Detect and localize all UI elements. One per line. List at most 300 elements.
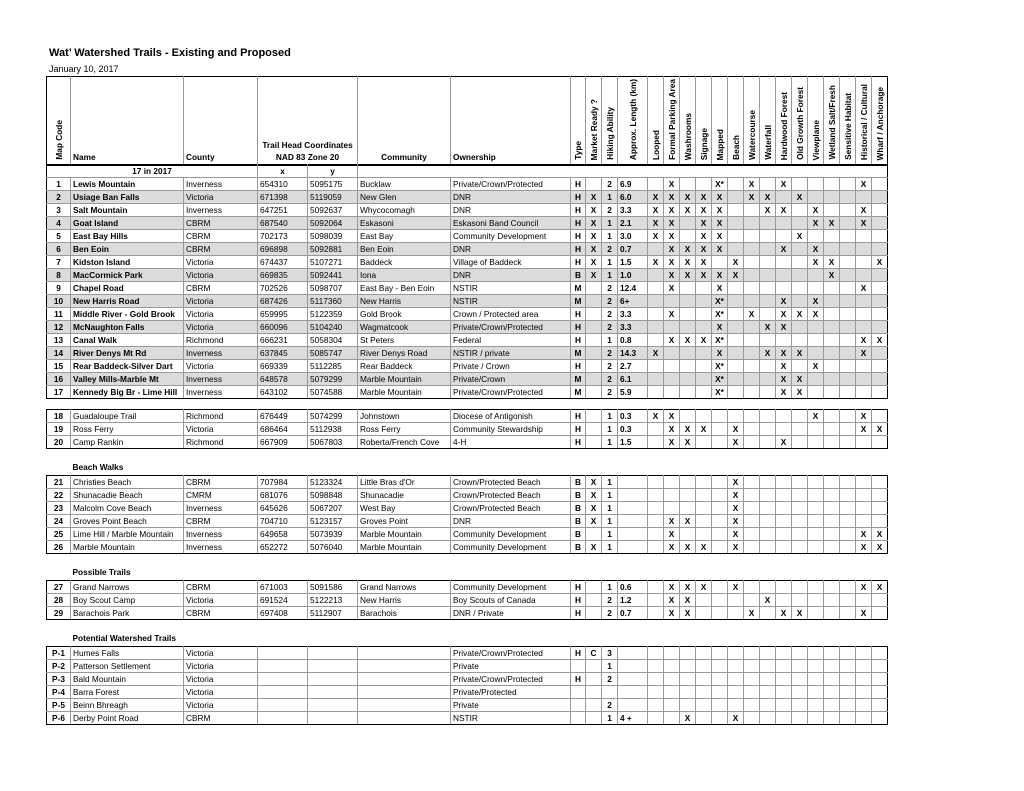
flag-cell (824, 347, 840, 360)
flag-cell (840, 673, 856, 686)
market-ready: X (586, 515, 602, 528)
coord-x: 704710 (258, 515, 308, 528)
flag-cell (824, 243, 840, 256)
flag-cell: X (648, 230, 664, 243)
map-code: 13 (47, 334, 71, 347)
flag-cell (856, 594, 872, 607)
ownership: Crown/Protected Beach (451, 502, 571, 515)
length (618, 699, 648, 712)
header-flag: Watercourse (744, 77, 760, 166)
spacer-row (47, 554, 888, 565)
spacer-row (47, 399, 888, 410)
community: Eskasoni (358, 217, 451, 230)
flag-cell (808, 515, 824, 528)
flag-cell (680, 660, 696, 673)
flag-cell: X (760, 204, 776, 217)
ownership: Crown/Protected Beach (451, 489, 571, 502)
length: 6+ (618, 295, 648, 308)
type: H (571, 647, 586, 660)
flag-cell (856, 295, 872, 308)
community: Marble Mountain (358, 386, 451, 399)
flag-cell (648, 660, 664, 673)
flag-cell (824, 660, 840, 673)
community: Baddeck (358, 256, 451, 269)
flag-cell (648, 178, 664, 191)
flag-cell (808, 607, 824, 620)
flag-cell (840, 528, 856, 541)
table-row (47, 256, 888, 269)
community: Gold Brook (358, 308, 451, 321)
flag-cell: X (776, 295, 792, 308)
header-flag: Mapped (712, 77, 728, 166)
map-code: P-2 (47, 660, 71, 673)
flag-cell (824, 321, 840, 334)
table-row (47, 699, 888, 712)
flag-cell: X (728, 269, 744, 282)
trail-name: Kennedy Big Br - Lime Hill (71, 386, 184, 399)
flag-cell: X (696, 541, 712, 554)
flag-cell (840, 647, 856, 660)
community: St Peters (358, 334, 451, 347)
flag-cell (776, 686, 792, 699)
flag-cell (792, 204, 808, 217)
county: Inverness (184, 528, 258, 541)
county: Victoria (184, 660, 258, 673)
flag-cell (728, 607, 744, 620)
flag-cell (776, 502, 792, 515)
flag-cell: X (808, 217, 824, 230)
section-title-row (47, 630, 888, 647)
flag-cell (664, 502, 680, 515)
community (358, 686, 451, 699)
flag-cell (760, 476, 776, 489)
length: 2.1 (618, 217, 648, 230)
type: H (571, 230, 586, 243)
flag-cell (872, 594, 888, 607)
flag-cell (696, 282, 712, 295)
flag-cell (840, 686, 856, 699)
flag-cell (824, 178, 840, 191)
flag-cell (824, 423, 840, 436)
flag-cell (792, 269, 808, 282)
flag-cell (872, 321, 888, 334)
flag-cell (680, 476, 696, 489)
flag-cell (728, 660, 744, 673)
hiking-ability: 1 (602, 334, 618, 347)
table-row (47, 230, 888, 243)
map-code: 4 (47, 217, 71, 230)
flag-cell (712, 686, 728, 699)
flag-cell (840, 699, 856, 712)
flag-cell (712, 476, 728, 489)
hiking-ability: 1 (602, 515, 618, 528)
coord-x: 681076 (258, 489, 308, 502)
market-ready (586, 699, 602, 712)
flag-cell: X (664, 191, 680, 204)
flag-cell (856, 269, 872, 282)
county: CBRM (184, 515, 258, 528)
hiking-ability: 1 (602, 712, 618, 725)
section-title: Possible Trails (72, 567, 131, 577)
type: H (571, 204, 586, 217)
flag-cell (824, 686, 840, 699)
hiking-ability: 1 (602, 423, 618, 436)
flag-cell (744, 502, 760, 515)
flag-cell (840, 269, 856, 282)
community: New Harris (358, 295, 451, 308)
flag-cell (648, 699, 664, 712)
flag-cell (744, 373, 760, 386)
hiking-ability: 2 (602, 321, 618, 334)
coord-x: 691524 (258, 594, 308, 607)
flag-cell (776, 594, 792, 607)
flag-cell (712, 647, 728, 660)
ownership: DNR (451, 269, 571, 282)
coord-x: 660096 (258, 321, 308, 334)
flag-cell (776, 647, 792, 660)
flag-cell (648, 423, 664, 436)
flag-cell (680, 686, 696, 699)
ownership: Private/Crown/Protected (451, 647, 571, 660)
flag-cell (648, 321, 664, 334)
flag-cell: X (856, 204, 872, 217)
flag-cell: X (680, 712, 696, 725)
flag-cell: X (872, 256, 888, 269)
subheader-x: x (258, 165, 308, 178)
flag-cell (792, 581, 808, 594)
flag-cell (776, 489, 792, 502)
flag-cell: X (696, 256, 712, 269)
header-length: Approx. Length (km) (618, 77, 648, 166)
flag-cell (792, 334, 808, 347)
flag-cell (872, 436, 888, 449)
flag-cell (808, 476, 824, 489)
section-title: Beach Walks (72, 462, 124, 472)
coord-x (258, 647, 308, 660)
flag-cell: X (712, 217, 728, 230)
community: Little Bras d'Or (358, 476, 451, 489)
flag-cell: X (856, 607, 872, 620)
flag-cell (792, 647, 808, 660)
flag-cell (808, 230, 824, 243)
coord-x: 686464 (258, 423, 308, 436)
flag-cell (792, 712, 808, 725)
flag-cell (776, 423, 792, 436)
length (618, 647, 648, 660)
header-flag: Looped (648, 77, 664, 166)
flag-cell: X (712, 243, 728, 256)
flag-cell (808, 712, 824, 725)
county: Victoria (184, 295, 258, 308)
flag-cell (696, 660, 712, 673)
table-row (47, 373, 888, 386)
flag-cell (648, 436, 664, 449)
hiking-ability: 2 (602, 178, 618, 191)
county: Inverness (184, 204, 258, 217)
table-row (47, 423, 888, 436)
table-row (47, 282, 888, 295)
flag-cell (696, 295, 712, 308)
coord-y: 5092064 (308, 217, 358, 230)
flag-cell: X (776, 436, 792, 449)
hiking-ability: 2 (602, 594, 618, 607)
flag-cell (856, 476, 872, 489)
flag-cell: X (664, 581, 680, 594)
flag-cell (728, 647, 744, 660)
flag-cell (872, 647, 888, 660)
trail-name: Valley Mills-Marble Mt (71, 373, 184, 386)
market-ready (586, 308, 602, 321)
flag-cell (744, 217, 760, 230)
table-row (47, 660, 888, 673)
length (618, 528, 648, 541)
county: Victoria (184, 686, 258, 699)
flag-cell (680, 282, 696, 295)
ownership: Private/Crown/Protected (451, 321, 571, 334)
coord-y: 5098848 (308, 489, 358, 502)
flag-cell: X (808, 243, 824, 256)
county: CBRM (184, 476, 258, 489)
flag-cell (792, 423, 808, 436)
length: 6.9 (618, 178, 648, 191)
type: M (571, 347, 586, 360)
flag-cell: X (648, 204, 664, 217)
flag-cell (744, 360, 760, 373)
county: CBRM (184, 243, 258, 256)
trail-name: Groves Point Beach (71, 515, 184, 528)
flag-cell (712, 673, 728, 686)
flag-cell (872, 373, 888, 386)
county: Inverness (184, 386, 258, 399)
length (618, 476, 648, 489)
length: 0.3 (618, 410, 648, 423)
flag-cell (696, 476, 712, 489)
table-row (47, 647, 888, 660)
flag-cell (712, 515, 728, 528)
coord-y (308, 686, 358, 699)
flag-cell (728, 410, 744, 423)
flag-cell (728, 295, 744, 308)
header-flag: Formal Parking Area (664, 77, 680, 166)
flag-cell: X (872, 581, 888, 594)
flag-cell (680, 502, 696, 515)
length: 3.3 (618, 321, 648, 334)
flag-cell (872, 269, 888, 282)
flag-cell: X (712, 282, 728, 295)
flag-cell (680, 699, 696, 712)
flag-cell (840, 243, 856, 256)
type: H (571, 423, 586, 436)
type: H (571, 243, 586, 256)
flag-cell (648, 360, 664, 373)
type: H (571, 334, 586, 347)
flag-cell (872, 386, 888, 399)
market-ready (586, 660, 602, 673)
flag-cell (760, 243, 776, 256)
flag-cell (744, 423, 760, 436)
flag-cell: X (728, 476, 744, 489)
coord-y: 5104240 (308, 321, 358, 334)
flag-cell (728, 373, 744, 386)
flag-cell (808, 334, 824, 347)
coord-x: 654310 (258, 178, 308, 191)
map-code: 22 (47, 489, 71, 502)
coord-x: 647251 (258, 204, 308, 217)
flag-cell: X (680, 607, 696, 620)
flag-cell: X (712, 230, 728, 243)
flag-cell (648, 308, 664, 321)
flag-cell: X (712, 204, 728, 217)
flag-cell: X* (712, 178, 728, 191)
map-code: 3 (47, 204, 71, 217)
flag-cell (824, 699, 840, 712)
community: Johnstown (358, 410, 451, 423)
flag-cell (872, 515, 888, 528)
county: Victoria (184, 699, 258, 712)
flag-cell (696, 515, 712, 528)
flag-cell: X (680, 243, 696, 256)
type: H (571, 217, 586, 230)
flag-cell (664, 660, 680, 673)
market-ready (586, 386, 602, 399)
trail-name: Lewis Mountain (71, 178, 184, 191)
flag-cell (648, 386, 664, 399)
section-title-row (47, 564, 888, 581)
flag-cell (760, 673, 776, 686)
market-ready: X (586, 243, 602, 256)
flag-cell: X (664, 541, 680, 554)
ownership: Private/Protected (451, 686, 571, 699)
map-code: 28 (47, 594, 71, 607)
map-code: 2 (47, 191, 71, 204)
flag-cell: X (696, 423, 712, 436)
trail-name: Boy Scout Camp (71, 594, 184, 607)
flag-cell (824, 360, 840, 373)
coord-y: 5117360 (308, 295, 358, 308)
flag-cell (744, 295, 760, 308)
map-code: 12 (47, 321, 71, 334)
table-row (47, 178, 888, 191)
flag-cell (696, 686, 712, 699)
flag-cell (760, 410, 776, 423)
subheader-label: 17 in 2017 (47, 165, 258, 178)
flag-cell (648, 541, 664, 554)
county: CBRM (184, 282, 258, 295)
market-ready (586, 347, 602, 360)
market-ready (586, 410, 602, 423)
flag-cell (648, 712, 664, 725)
length: 3.0 (618, 230, 648, 243)
flag-cell (744, 647, 760, 660)
flag-cell (744, 436, 760, 449)
flag-cell (728, 360, 744, 373)
flag-cell: X (648, 191, 664, 204)
ownership: DNR (451, 243, 571, 256)
flag-cell (744, 699, 760, 712)
flag-cell (856, 243, 872, 256)
coord-y: 5092637 (308, 204, 358, 217)
trail-name: Goat Island (71, 217, 184, 230)
community: Marble Mountain (358, 373, 451, 386)
flag-cell: X (792, 607, 808, 620)
market-ready: X (586, 204, 602, 217)
flag-cell (840, 515, 856, 528)
county: Victoria (184, 269, 258, 282)
map-code: 21 (47, 476, 71, 489)
market-ready (586, 282, 602, 295)
flag-cell (792, 673, 808, 686)
flag-cell (776, 334, 792, 347)
community (358, 699, 451, 712)
flag-cell: X (696, 191, 712, 204)
trail-name: East Bay Hills (71, 230, 184, 243)
map-code: 16 (47, 373, 71, 386)
flag-cell (856, 373, 872, 386)
ownership: Private/Crown/Protected (451, 178, 571, 191)
flag-cell (776, 541, 792, 554)
table-row (47, 594, 888, 607)
flag-cell (808, 269, 824, 282)
flag-cell (840, 282, 856, 295)
county: Victoria (184, 594, 258, 607)
flag-cell (840, 386, 856, 399)
market-ready: X (586, 217, 602, 230)
flag-cell: X (664, 607, 680, 620)
flag-cell (680, 321, 696, 334)
hiking-ability: 2 (602, 673, 618, 686)
flag-cell: X (664, 423, 680, 436)
coord-y: 5107271 (308, 256, 358, 269)
table-row (47, 476, 888, 489)
community: Bucklaw (358, 178, 451, 191)
flag-cell (856, 647, 872, 660)
flag-cell: X (664, 594, 680, 607)
map-code: 27 (47, 581, 71, 594)
market-ready: X (586, 541, 602, 554)
flag-cell (760, 386, 776, 399)
trail-name: Ben Eoin (71, 243, 184, 256)
flag-cell (712, 436, 728, 449)
flag-cell (840, 541, 856, 554)
table-row (47, 673, 888, 686)
county: CBRM (184, 217, 258, 230)
length (618, 502, 648, 515)
coord-y: 5079299 (308, 373, 358, 386)
flag-cell (664, 321, 680, 334)
flag-cell (728, 217, 744, 230)
market-ready: X (586, 230, 602, 243)
flag-cell (840, 581, 856, 594)
coord-x: 649658 (258, 528, 308, 541)
market-ready (586, 295, 602, 308)
flag-cell (856, 308, 872, 321)
community: Wagmatcook (358, 321, 451, 334)
flag-cell (776, 528, 792, 541)
flag-cell (776, 699, 792, 712)
trail-name: Beinn Bhreagh (71, 699, 184, 712)
flag-cell (824, 528, 840, 541)
flag-cell (840, 436, 856, 449)
trail-name: MacCormick Park (71, 269, 184, 282)
flag-cell: X (792, 373, 808, 386)
flag-cell (840, 256, 856, 269)
length: 6.1 (618, 373, 648, 386)
ownership: Crown / Protected area (451, 308, 571, 321)
table-row (47, 607, 888, 620)
flag-cell (648, 594, 664, 607)
header-flag: Old Growth Forest (792, 77, 808, 166)
community: Whycocomagh (358, 204, 451, 217)
